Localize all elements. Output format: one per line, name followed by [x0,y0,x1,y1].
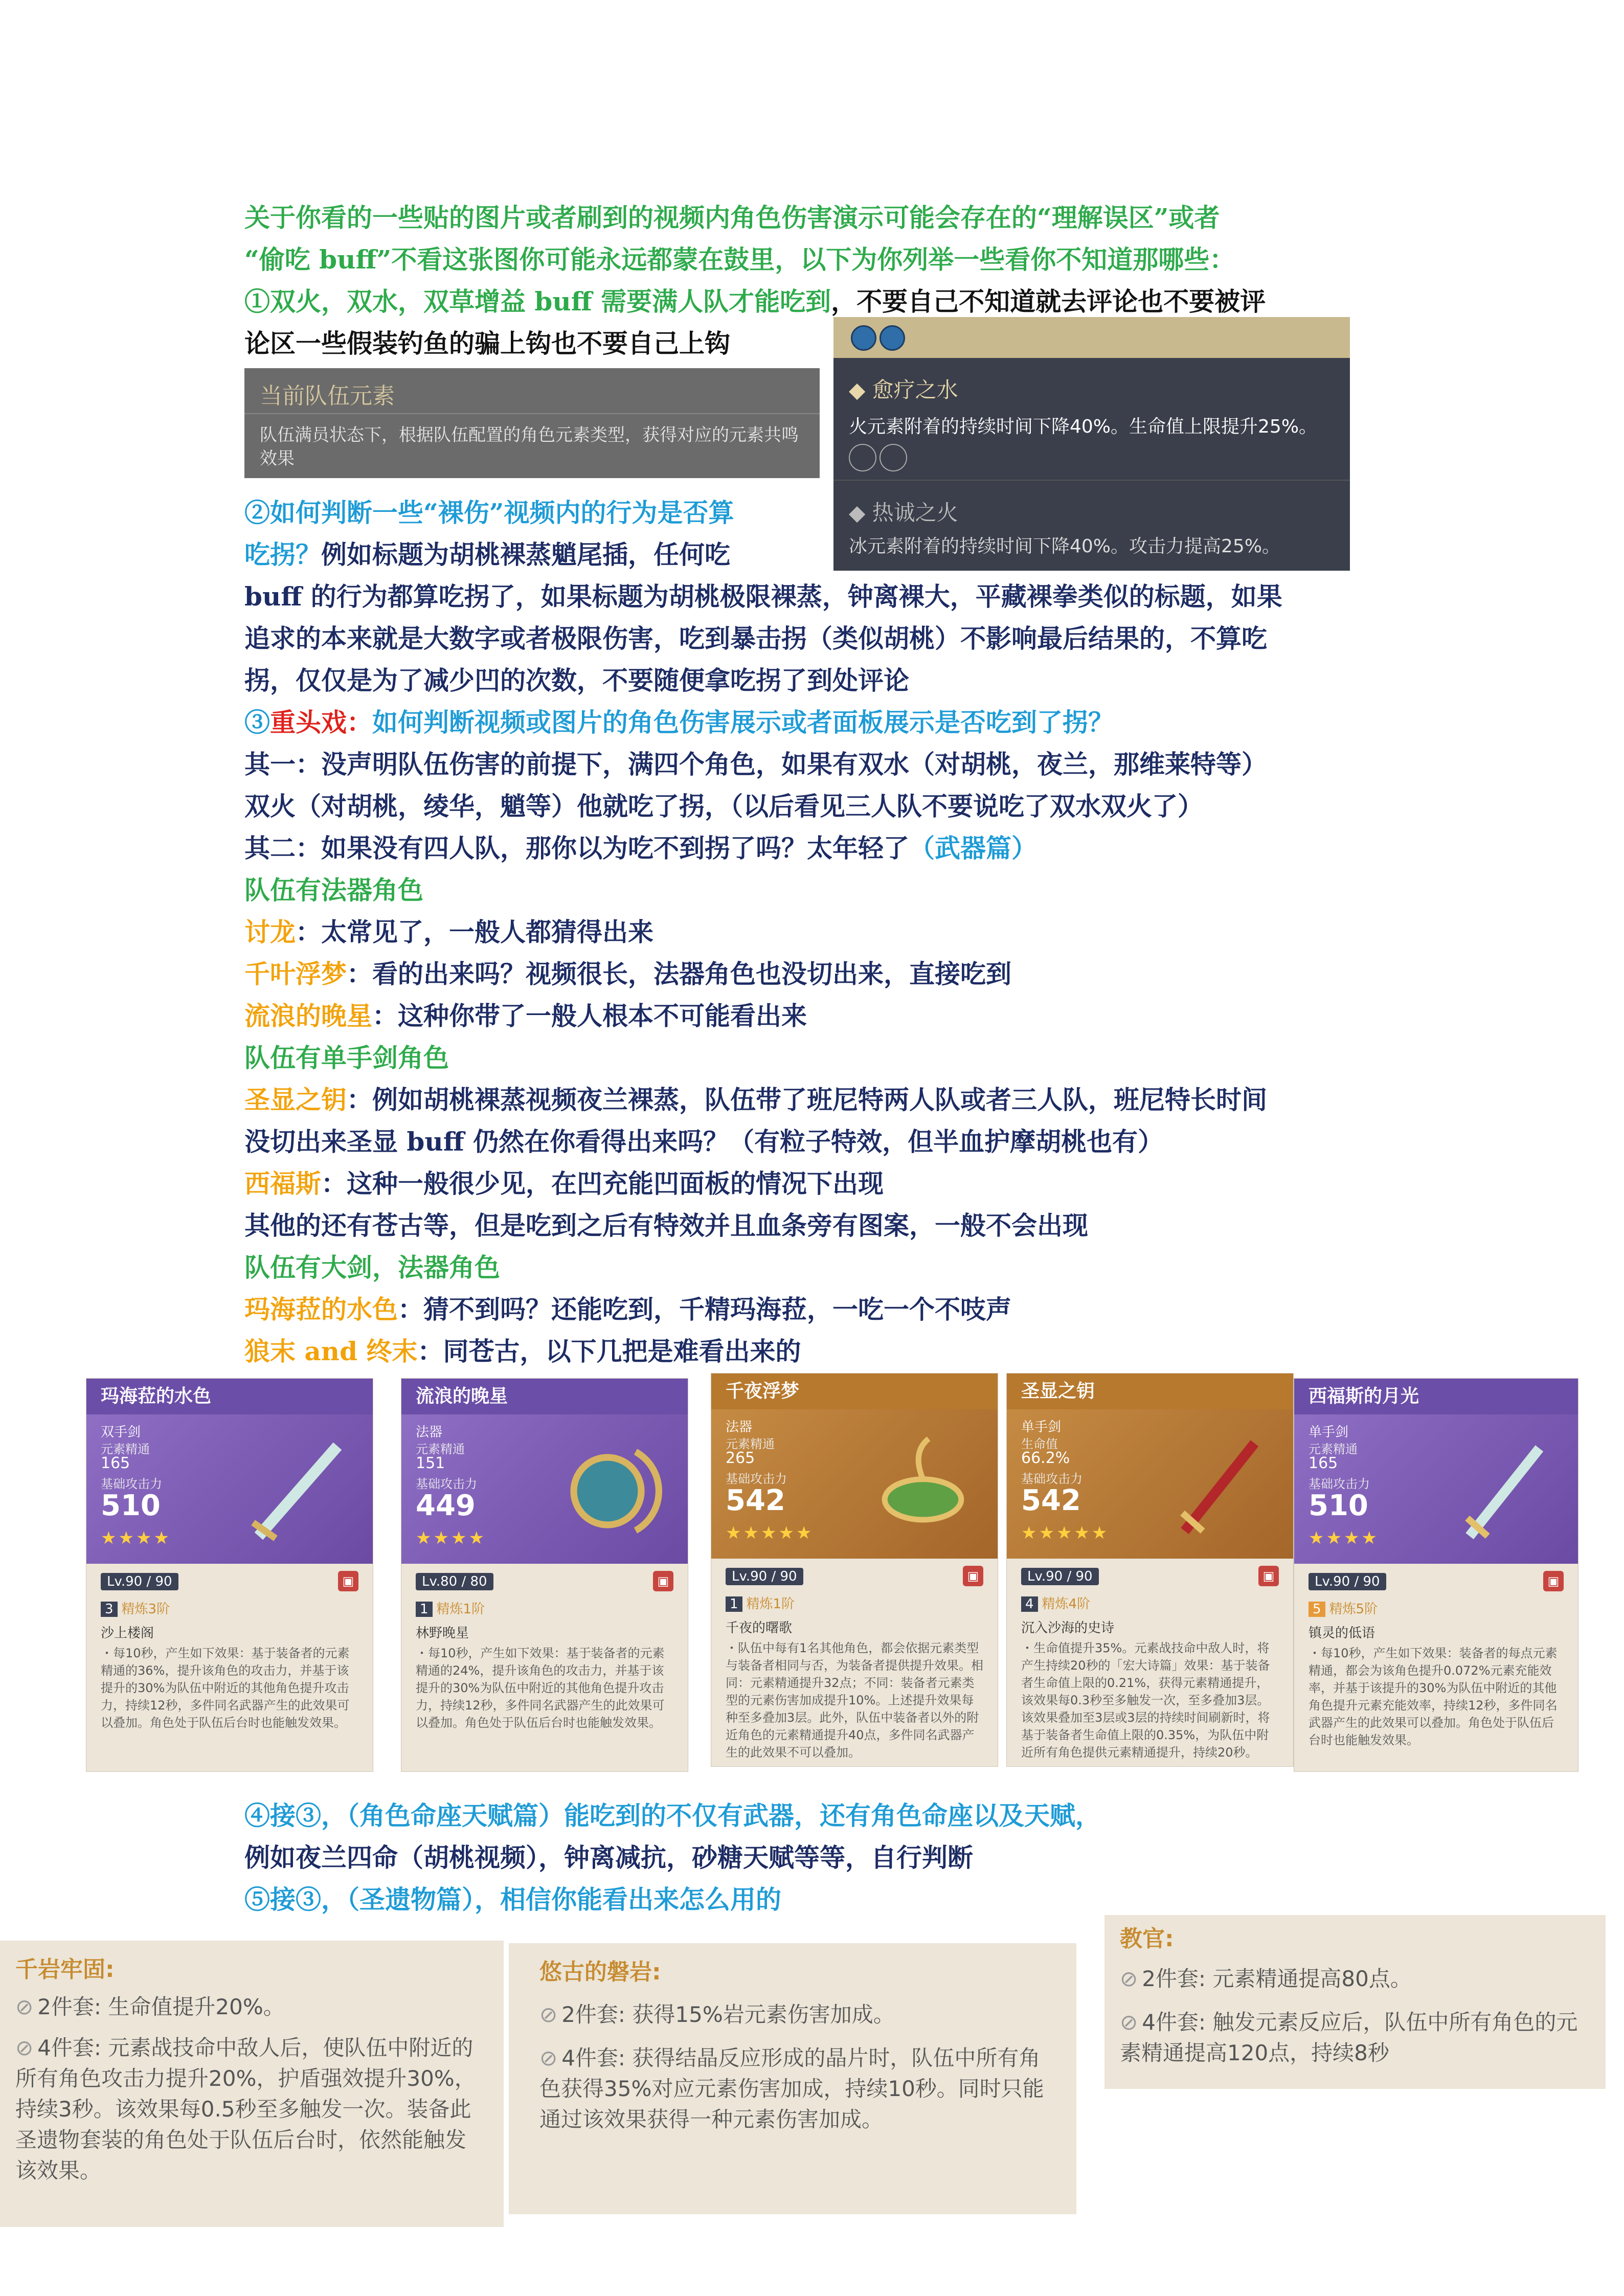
passive-desc: ・生命值提升35%。元素战技命中敌人时，将产生持续20秒的「宏大诗篇」效果：基于装备者生命值上限的0.21%，获得元素精通提升，该效果每0.3秒至多触发一次，至多叠加3层。该效果叠加至3层或3层的持续时间刷新时，将基于装备者生命值上限的0.35%，为队伍中附近所有角色提供元素精通提升，持续20秒。 [1021,1641,1270,1760]
weapon-type: 单手剑 [1309,1425,1349,1440]
weapon-name: 西福斯的月光 [1294,1379,1578,1414]
rarity-stars: ★★★★★ [1021,1523,1110,1543]
sword-icon [1447,1435,1560,1547]
atk-value: 510 [1309,1489,1368,1522]
point-2-line-4: 追求的本来就是大数字或者极限伤害，吃到暴击拐（类似胡桃）不影响最后结果的，不算吃 [244,623,1267,654]
artifact-panel [0,1941,504,2227]
weapon-note-6: 其他的还有苍古等，但是吃到之后有特效并且血条旁有图案，一般不会出现 [244,1210,1088,1241]
lock-icon[interactable]: ▣ [1258,1566,1279,1586]
check-circle-icon: ⊘ [539,2045,558,2070]
intro-line-2: “偷吃 buff”不看这张图你可能永远都蒙在鼓里，以下为你列举一些看你不知道那哪些： [244,244,1235,275]
passive-name: 沉入沙海的史诗 [1021,1620,1115,1636]
lock-icon[interactable]: ▣ [1543,1571,1564,1591]
point-1-text: ，不要自己不知道就去评论也不要被评 [831,286,1266,317]
refinement: 5 精炼5阶 [1294,1595,1578,1617]
point-1-title: ①双火，双水，双草增益 buff 需要满人队才能吃到 [244,286,831,317]
lamp-icon [867,1430,979,1542]
passive-desc: ・每10秒，产生如下效果：基于装备者的元素精通的24%，提升该角色的攻击力，并基于该提升的30%为队伍中附近的其他角色提升攻击力，持续12秒，多件同名武器产生的此效果可以叠加。角色处于队伍后台时也能触发效果。 [416,1646,665,1730]
passive-desc: ・队伍中每有1名其他角色，都会依据元素类型与装备者相同与否，为装备者提供提升效果。相同：元素精通提升32点；不同：装备者元素类型的元素伤害加成提升10%。上述提升效果每种至多叠加3层。此外，队伍中装备者以外的附近角色的元素精通提升40点，多件同名武器产生的此效果不可以叠加。 [726,1641,983,1760]
resonance-2-title: ◆ 热诚之火 [849,500,958,525]
artifact-4pc: ⊘ 4件套: 触发元素反应后，队伍中所有角色的元素精通提高120点，持续8秒 [1120,2010,1578,2065]
team-element-title: 当前队伍元素 [260,383,395,409]
point-4-line-2: 例如夜兰四命（胡桃视频），钟离减抗，砂糖天赋等等，自行判断 [244,1842,973,1873]
point-1-line [244,281,1266,323]
passive-name: 千夜的曙歌 [726,1620,793,1636]
atk-label: 基础攻击力 [101,1477,162,1491]
atk-label: 基础攻击力 [416,1477,477,1491]
claymore-heading: 队伍有大剑，法器角色 [244,1252,500,1282]
check-circle-icon: ⊘ [15,1994,34,2019]
rarity-stars: ★★★★ [416,1528,486,1548]
check-circle-icon: ⊘ [15,2035,34,2060]
point-2-line-1: ②如何判断一些“裸伤”视频内的行为是否算 [244,498,734,528]
weapon-note-8: 狼末 and 终末：同苍古，以下几把是难看出来的 [244,1336,801,1366]
point-2-line-3: buff 的行为都算吃拐了，如果标题为胡桃极限裸蒸，钟离裸大，平藏裸拳类似的标题，如果 [244,581,1282,612]
point-2-line-2: 吃拐？例如标题为胡桃裸蒸魈尾插，任何吃 [244,539,730,570]
level-badge: Lv.90 / 90 [1021,1568,1099,1585]
level-badge: Lv.90 / 90 [726,1568,803,1585]
point-3-line-3: 其二：如果没有四人队，那你以为吃不到拐了吗？太年轻了（武器篇） [244,833,1037,863]
catalyst-heading: 队伍有法器角色 [244,875,423,905]
atk-label: 基础攻击力 [1309,1477,1370,1491]
rarity-stars: ★★★★ [101,1528,171,1548]
weapon-note-3: 流浪的晚星：这种你带了一般人根本不可能看出来 [244,1001,807,1031]
refinement: 4 精炼4阶 [1007,1590,1293,1612]
weapon-name: 圣显之钥 [1007,1374,1293,1409]
stat-label: 元素精通 [1309,1442,1358,1456]
point-3-line-2: 双火（对胡桃，绫华，魈等）他就吃了拐，（以后看见三人队不要说吃了双水双火了） [244,791,1203,821]
weapon-type: 法器 [726,1420,753,1435]
stat-value: 265 [726,1449,755,1467]
weapon-card [1294,1378,1578,1772]
stat-label: 元素精通 [101,1442,150,1456]
hydro-icon [851,325,876,351]
atk-value: 510 [101,1489,161,1522]
weapon-name: 玛海菈的水色 [86,1379,373,1414]
artifact-4pc: ⊘ 4件套: 元素战技命中敌人后，使队伍中附近的所有角色攻击力提升20%，护盾强效提升30%，持续3秒。该效果每0.5秒至多触发一次。装备此圣遗物套装的角色处于队伍后台时，依然能触发该效果。 [15,2035,476,2183]
artifact-panel [1104,1915,1606,2089]
weapon-note-2: 千叶浮梦：看的出来吗？视频很长，法器角色也没切出来，直接吃到 [244,959,1011,989]
passive-desc: ・每10秒，产生如下效果：基于装备者的元素精通的36%，提升该角色的攻击力，并基于该提升的30%为队伍中附近的其他角色提升攻击力，持续12秒，多件同名武器产生的此效果可以叠加。角色处于队伍后台时也能触发效果。 [101,1646,350,1730]
artifact-2pc: ⊘ 2件套: 获得15%岩元素伤害加成。 [539,2002,895,2027]
refinement: 3 精炼3阶 [86,1595,373,1617]
lock-icon[interactable]: ▣ [338,1571,358,1591]
refinement: 1 精炼1阶 [711,1590,998,1612]
resonance-1-desc: 火元素附着的持续时间下降40%。生命值上限提升25%。 [849,416,1318,437]
weapon-name: 流浪的晚星 [401,1379,688,1414]
catalyst-icon [557,1435,669,1547]
weapon-card [1006,1373,1294,1767]
stat-value: 151 [416,1454,445,1472]
artifact-4pc: ⊘ 4件套: 获得结晶反应形成的晶片时，队伍中所有角色获得35%对应元素伤害加成，持续10秒。同时只能通过该效果获得一种元素伤害加成。 [539,2045,1044,2132]
artifact-name: 千岩牢固: [15,1956,115,1983]
rarity-stars: ★★★★★ [726,1523,814,1543]
check-circle-icon: ⊘ [539,2002,558,2027]
weapon-note-4: 圣显之钥：例如胡桃裸蒸视频夜兰裸蒸，队伍带了班尼特两人队或者三人队，班尼特长时间 [244,1085,1267,1115]
point-2-line-5: 拐，仅仅是为了减少凹的次数，不要随便拿吃拐了到处评论 [244,665,909,695]
artifact-name: 悠古的磐岩: [539,1959,661,1985]
level-badge: Lv.90 / 90 [101,1573,178,1590]
stat-value: 165 [1309,1454,1338,1472]
intro-line-1: 关于你看的一些贴的图片或者刷到的视频内角色伤害演示可能会存在的“理解误区”或者 [244,202,1220,233]
check-circle-icon: ⊘ [1120,1966,1138,1991]
atk-label: 基础攻击力 [1021,1472,1082,1486]
passive-name: 镇灵的低语 [1309,1626,1375,1641]
level-badge: Lv.90 / 90 [1309,1573,1386,1590]
weapon-card [711,1373,998,1767]
claymore-icon [242,1435,354,1547]
point-3-title: ③重头戏：如何判断视频或图片的角色伤害展示或者面板展示是否吃到了拐？ [244,707,1114,737]
point-3-line-1: 其一：没声明队伍伤害的前提下，满四个角色，如果有双水（对胡桃，夜兰，那维莱特等） [244,749,1267,779]
point-4-line-1: ④接③，（角色命座天赋篇）能吃到的不仅有武器，还有角色命座以及天赋， [244,1800,1101,1831]
rarity-stars: ★★★★ [1309,1528,1379,1548]
sword-heading: 队伍有单手剑角色 [244,1043,449,1073]
weapon-note-5: 西福斯：这种一般很少见，在凹充能凹面板的情况下出现 [244,1168,884,1199]
passive-name: 林野晚星 [416,1626,469,1641]
atk-value: 542 [726,1484,785,1517]
weapon-name: 千夜浮梦 [711,1374,998,1409]
atk-value: 449 [416,1489,476,1522]
weapon-type: 法器 [416,1425,443,1440]
resonance-header [833,317,1350,358]
pyro-icon [879,444,907,471]
weapon-type: 双手剑 [101,1425,141,1440]
team-element-panel [244,368,820,478]
stat-value: 66.2% [1021,1449,1070,1467]
weapon-note-7: 玛海菈的水色：猜不到吗？还能吃到，千精玛海菈，一吃一个不吱声 [244,1294,1011,1324]
stat-value: 165 [101,1454,130,1472]
weapon-card [86,1378,373,1772]
artifact-2pc: ⊘ 2件套: 生命值提升20%。 [15,1994,285,2019]
team-element-desc: 队伍满员状态下，根据队伍配置的角色元素类型，获得对应的元素共鸣效果 [260,425,799,469]
stat-label: 元素精通 [416,1442,465,1456]
weapon-note-4-cont: 没切出来圣显 buff 仍然在你看得出来吗？（有粒子特效，但半血护摩胡桃也有） [244,1127,1164,1157]
passive-name: 沙上楼阁 [101,1626,154,1641]
resonance-2-desc: 冰元素附着的持续时间下降40%。攻击力提高25%。 [849,536,1281,557]
atk-value: 542 [1021,1484,1081,1517]
hydro-icon [879,325,905,351]
point-1-line-2: 论区一些假装钓鱼的骗上钩也不要自己上钩 [244,328,730,358]
stat-label: 生命值 [1021,1437,1058,1451]
lock-icon[interactable]: ▣ [653,1571,673,1591]
point-5-line: ⑤接③，（圣遗物篇），相信你能看出来怎么用的 [244,1884,781,1915]
lock-icon[interactable]: ▣ [963,1566,983,1586]
passive-desc: ・每10秒，产生如下效果：装备者的每点元素精通，都会为该角色提升0.072%元素充能效率，并基于该提升的30%为队伍中附近的其他角色提升元素充能效率，持续12秒，多件同名武器产生的此效果可以叠加。角色处于队伍后台时也能触发效果。 [1309,1646,1558,1747]
resonance-panel [833,317,1350,571]
sword-icon [1162,1430,1275,1542]
weapon-note-1: 讨龙：太常见了，一般人都猜得出来 [244,917,653,947]
weapon-card [401,1378,688,1772]
artifact-2pc: ⊘ 2件套: 元素精通提高80点。 [1120,1966,1412,1991]
artifact-panel [509,1943,1076,2214]
stat-label: 元素精通 [726,1437,775,1451]
refinement: 1 精炼1阶 [401,1595,688,1617]
pyro-icon [849,444,876,471]
resonance-1-title: ◆ 愈疗之水 [849,377,958,402]
atk-label: 基础攻击力 [726,1472,787,1486]
divider [244,413,820,414]
divider [833,480,1350,481]
level-badge: Lv.80 / 80 [416,1573,493,1590]
artifact-name: 教官: [1120,1926,1174,1952]
check-circle-icon: ⊘ [1120,2010,1138,2035]
weapon-type: 单手剑 [1021,1420,1062,1435]
